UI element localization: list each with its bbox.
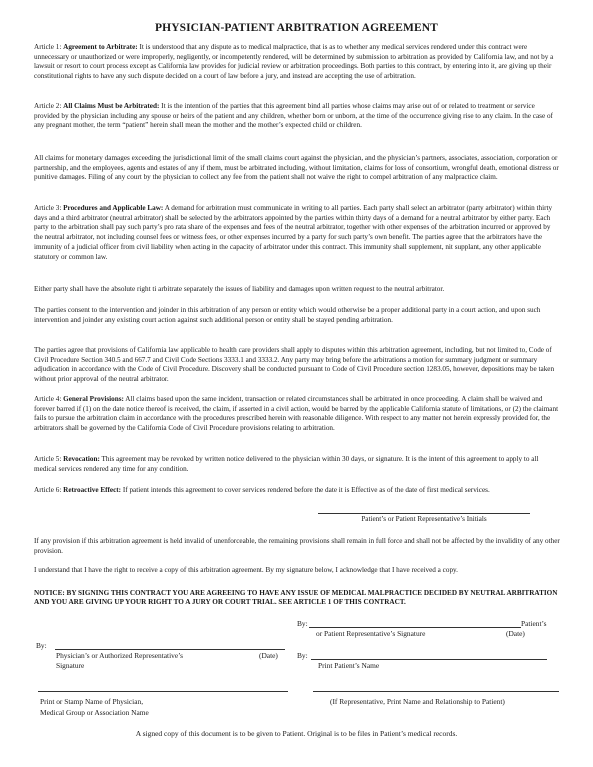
representative-print-name-line[interactable]	[313, 691, 559, 692]
separate-arbitration-paragraph: Either party shall have the absolute right ti arbitrate separately the issues of liability and damages upon written request to the neutral arbitrator.	[34, 285, 445, 293]
article-3	[34, 204, 560, 262]
physician-signature-label: Physician’s or Authorized Representative’s	[56, 651, 184, 660]
article-2	[34, 102, 560, 131]
severability-paragraph: If any provision if this arbitration agreement is held invalid of unenforceable, the remaining provisions shall remain in full force and shall not be affected by the invalidity of any other provision.	[34, 537, 560, 555]
article-4-number: Article 4:	[34, 395, 64, 403]
patient-signature-line[interactable]	[309, 627, 521, 628]
initials-label: Patient’s or Patient Representative’s Initials	[361, 515, 487, 523]
article-6-number: Article 6:	[34, 486, 64, 494]
article-4	[34, 395, 560, 434]
california-law-paragraph: The parties agree that provisions of California law applicable to health care providers shall apply to disputes within this arbitration agreement, including, but not limited to, Code of Civil Procedure Section 340.5 and 667.7 and Civil Code Sections 3333.1 and 3333.2. Any party may bring before the arbitrations a motion for summary judgment or summary adjudication in accordance with the Code of Civil Procedure. Discovery shall be conducted pursuant to Code of Civil Procedure section 1283.05, however, depositions may be taken without prior approval of the neutral arbitrator.	[34, 346, 555, 384]
physician-by-label: By:	[36, 641, 47, 650]
acknowledgement-paragraph: I understand that I have the right to receive a copy of this arbitration agreement. By my signature below, I acknowledge that I have received a copy.	[34, 566, 458, 574]
physician-print-name-line[interactable]	[38, 691, 288, 692]
arbitration-notice: NOTICE: BY SIGNING THIS CONTRACT YOU ARE AGREEING TO HAVE ANY ISSUE OF MEDICAL MALPRACTICE DECIDED BY NEUTRAL ARBITRATION AND YOU ARE GIVING UP YOUR RIGHT TO A JURY OR COURT TRIAL. SEE ARTICLE 1 OF THIS CONTRACT.	[34, 589, 558, 607]
medical-group-label: Medical Group or Association Name	[40, 708, 149, 717]
article-4-text: All claims based upon the same incident, transaction or related circumstances shall be arbitrated in once proceeding. A claim shall be waived and forever barred if (1) on the date notice thereof is received, the claim, if asserted in a civil action, would be barred by the applicable California statute of limitations, or (2) the claimant fails to pursue the arbitration claim in accordance with the procedures prescribed herein with reasonable diligence. With respect to any matter not herein expressly provided for, the arbitrators shall be governed by the California Code of Civil Procedure provisions relating to arbitration.	[34, 395, 559, 433]
article-2-heading: All Claims Must be Arbitrated:	[63, 102, 160, 110]
article-6-heading: Retroactive Effect:	[63, 486, 122, 494]
article-2-text: It is the intention of the parties that this agreement bind all parties whose claims may arise out of or related to treatment or service provided by the physician including any spouse or heirs of the patient and any children, whether born or unborn, at the time of the occurrence giving rise to any claim. In the case of any pregnant mother, the term “patient” herein shall mean the mother and the mother’s expected child or children.	[34, 102, 553, 130]
article-1-text: It is understood that any dispute as to medical malpractice, that is as to whether any medical services rendered under this contract were unnecessary or unauthorized or were improperly, negligently, or incompetently rendered, will be determined by submission to arbitration as provided by California law, and not by a lawsuit or resort to court process except as California law provides for judicial review or arbitration proceedings. Both parties to this contract, by entering into it, are giving up their constitutional rights to have any such dispute decided on a court of law before a jury, and instead are accepting the use of arbitration.	[34, 43, 554, 81]
initials-signature-line[interactable]	[318, 513, 530, 514]
article-3-heading: Procedures and Applicable Law:	[63, 204, 164, 212]
document-title: PHYSICIAN-PATIENT ARBITRATION AGREEMENT	[155, 22, 438, 34]
print-patient-name-label: Print Patient’s Name	[318, 661, 380, 670]
patients-label: Patient’s	[521, 619, 547, 628]
claims-paragraph: All claims for monetary damages exceeding the jurisdictional limit of the small claims court against the physician, and the physician’s partners, associates, association, corporation or partnership, and the employees, agents and estates of any if them, must be arbitrated including, without limitation, claims for loss of consortium, wrongful death, emotional distress or punitive damages. Filing of any court by the physician to collect any fee from the patient shall not waive the right to compel arbitration of any malpractice claim.	[34, 154, 559, 182]
joinder-paragraph: The parties consent to the intervention and joinder in this arbitration of any person or entity which would otherwise be a proper additional party in a court action, and upon such intervention and joinder any existing court action against such additional person or entity shall be stayed pending arbitration.	[34, 306, 541, 324]
article-5	[34, 455, 560, 474]
patient-date-line[interactable]	[497, 627, 517, 628]
print-patient-by-label: By:	[297, 651, 308, 660]
article-2-number: Article 2:	[34, 102, 64, 110]
print-patient-name-line[interactable]	[311, 659, 547, 660]
physician-signature-line[interactable]	[55, 649, 285, 650]
article-3-number: Article 3:	[34, 204, 64, 212]
article-4-heading: General Provisions:	[63, 395, 124, 403]
patient-by-label: By:	[297, 619, 308, 628]
article-1-heading: Agreement to Arbitrate:	[63, 43, 138, 51]
article-6-text: If patient intends this agreement to cover services rendered before the date it is Effective as of the date of first medical services.	[121, 486, 490, 494]
patient-rep-signature-label: or Patient Representative’s Signature	[316, 629, 426, 638]
representative-label: (If Representative, Print Name and Relationship to Patient)	[330, 697, 505, 706]
article-3-text: A demand for arbitration must communicate in writing to all parties. Each party shall select an arbitrator (party arbitrator) within thirty days and a third arbitrator (neutral arbitrator) shall be selected by the arbitrators appointed by the parties within thirty days of a demand for a neutral arbitrator by either party. Each party to the arbitration shall pay such party’s pro rata share of the expenses and fees of the neutral arbitrator, together with other expenses of the arbitration incurred or approved by the neutral arbitrator, not including counsel fees or witness fees, or other expenses incurred by a party for such party’s own benefit. The parties agree that the arbitrators have the immunity of a judicial officer from civil liability when acting in the capacity of arbitrator under this contract. This immunity shall supplement, nit supplant, any other applicable statutory or common law.	[34, 204, 553, 261]
physician-signature-label-2: Signature	[56, 661, 85, 670]
article-5-number: Article 5:	[34, 455, 64, 463]
article-5-text: This agreement may be revoked by written notice delivered to the physician within 30 days, or signature. It is the intent of this agreement to apply to all medical services rendered any time for any condition.	[34, 455, 539, 473]
article-5-heading: Revocation:	[63, 455, 100, 463]
article-6	[34, 486, 560, 496]
article-1	[34, 43, 560, 82]
print-physician-label: Print or Stamp Name of Physician,	[40, 697, 144, 706]
footer-note: A signed copy of this document is to be given to Patient. Original is to be files in Patient’s medical records.	[135, 729, 458, 738]
physician-date-label: (Date)	[259, 651, 278, 660]
patient-date-label: (Date)	[506, 629, 525, 638]
article-1-number: Article 1:	[34, 43, 64, 51]
